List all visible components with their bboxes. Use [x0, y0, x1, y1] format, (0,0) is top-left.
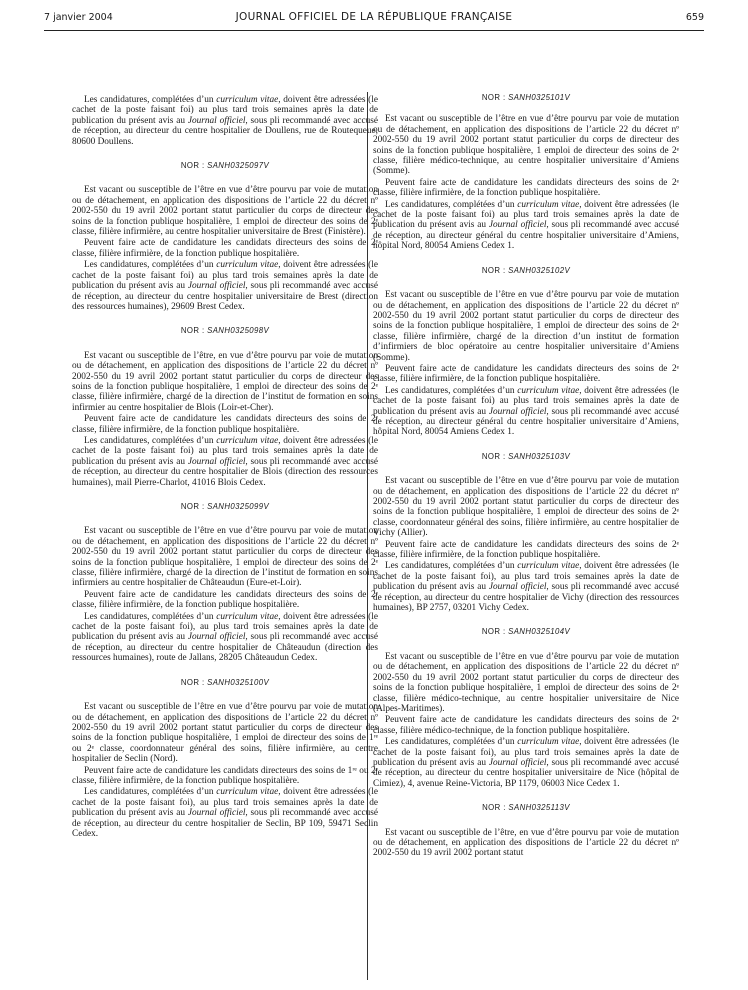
notice-vacancy-paragraph: Est vacant ou susceptible de l’être en vue d’être pourvu par voie de mutation ou de détachement, en application des dispositions de l’article 22 du décret nº 2002-550 du 19 avril 2002 portant statut particulier du corps de directeur des soins de la fonction publique hospitalière, 1 emploi de directeur des soins de 2ᵉ classe, coordonnateur général des soins, filière infirmière, au centre hospitalier de Vichy (Allier). — [373, 476, 679, 539]
notice-eligibility-paragraph: Peuvent faire acte de candidature les candidats directeurs des soins de 2ᵉ classe, filière infirmière, de la fonction publique hospitalière. — [373, 539, 679, 561]
nor-reference: NOR : SANH0325103V — [481, 451, 571, 461]
notice-application-paragraph: Les candidatures, complétées d’un curriculum vitae, doivent être adressées (le cachet de la poste faisant foi) au plus tard trois semaines après la date de publication du présent avis au Journal officiel, sous pli recommandé avec accusé de réception, au directeur du centre hospitalier de Blois (direction des ressources humaines), mail Pierre-Charlot, 41016 Blois Cedex. — [72, 435, 379, 488]
nor-reference: NOR : SANH0325099V — [180, 502, 270, 511]
notice — [72, 161, 378, 312]
notice-vacancy-paragraph: Est vacant ou susceptible de l’être en vue d’être pourvu par voie de mutation ou de détachement, en application des dispositions de l’article 22 du décret nº 2002-550 du 19 avril 2002 portant statut particulier du corps de directeur des soins de la fonction publique hospitalière, 1 emploi de directeur des soins de 2ᵉ classe, filière médico-technique, au centre hospitalier universitaire d’Amiens (Somme). — [373, 114, 679, 177]
notice-eligibility-paragraph: Peuvent faire acte de candidature les candidats directeurs des soins de 2ᵉ classe, filière infirmière, de la fonction publique hospitalière. — [373, 177, 679, 199]
notice-application-paragraph: Les candidatures, complétées d’un curriculum vitae, doivent être adressées (le cachet de la poste faisant foi) au plus tard trois semaines après la date de publication du présent avis au Journal officiel, sous pli recommandé avec accusé de réception, au directeur général du centre hospitalier universitaire d’Amiens, hôpital Nord, 80054 Amiens Cedex 1. — [373, 199, 680, 252]
header-date: 7 janvier 2004 — [44, 12, 113, 23]
nor-reference: NOR : SANH0325101V — [481, 93, 571, 102]
notice-eligibility-paragraph: Peuvent faire acte de candidature les candidats directeurs des soins de 2ᵉ classe, filière médico-technique, de la fonction publique hospitalière. — [373, 715, 679, 736]
notice — [373, 266, 679, 438]
notice-application-paragraph: Les candidatures, complétées d’un curriculum vitae, doivent être adressées (le cachet de la poste faisant foi) au plus tard trois semaines après la date de publication du présent avis au Journal officiel, sous pli recommandé avec accusé de réception, au directeur du centre hospitalier universitaire de Brest (direction des ressources humaines), 29609 Brest Cedex. — [72, 260, 379, 312]
notice-application-paragraph: Les candidatures, complétées d’un curriculum vitae, doivent être adressées (le cachet de la poste faisant foi), au plus tard trois semaines après la date de publication du présent avis au Journal officiel, sous pli recommandé avec accusé de réception, au directeur du centre hospitalier de Seclin, BP 109, 59471 Seclin Cedex. — [72, 787, 379, 839]
nor-reference: NOR : SANH0325098V — [180, 326, 270, 336]
notice — [373, 452, 679, 614]
notice-vacancy-paragraph: Est vacant ou susceptible de l’être en vue d’être pourvu par voie de mutation ou de détachement, en application des dispositions de l’article 22 du décret nº 2002-550 du 19 avril 2002 portant statut particulier du corps de directeur des soins de la fonction publique hospitalière, 1 emploi de directeur des soins de 2ᵉ classe, filière médico-technique, au centre hospitalier universitaire de Nice (Alpes-Maritimes). — [373, 651, 679, 714]
notice-vacancy-paragraph: Est vacant ou susceptible de l’être en vue d’être pourvu par voie de mutation ou de détachement, en application des dispositions de l’article 22 du décret nº 2002-550 du 19 avril 2002 portant statut particulier du corps de directeur des soins de la fonction publique hospitalière, 1 emploi de directeur des soins de 2ᵉ classe, filière infirmière, chargé de la direction de l’institut de formation en soins infirmiers au centre hospitalier de Châteaudun (Eure-et-Loir). — [72, 526, 378, 589]
right-column — [373, 93, 679, 860]
nor-reference: NOR : SANH0325102V — [481, 265, 571, 275]
notice — [373, 803, 679, 859]
notice — [72, 326, 378, 488]
left-column — [72, 95, 378, 840]
notice-application-paragraph: Les candidatures, complétées d’un curriculum vitae, doivent être adressées (le cachet de la poste faisant foi) au plus tard trois semaines après la date de publication du présent avis au Journal officiel, sous pli recommandé avec accusé de réception, au directeur général du centre hospitalier universitaire d’Amiens, hôpital Nord, 80054 Amiens Cedex 1. — [373, 385, 680, 438]
notice-application-paragraph: Les candidatures, complétées d’un curriculum vitae, doivent être adressées (le cachet de la poste faisant foi), au plus tard trois semaines après la date de publication du présent avis au Journal officiel, sous pli recommandé avec accusé de réception, au directeur du centre hospitalier de Vichy (direction des ressources humaines), BP 2757, 03201 Vichy Cedex. — [373, 561, 680, 614]
notice — [72, 502, 378, 664]
intro-paragraph: Les candidatures, complétées d’un curriculum vitae, doivent être adressées (le cachet de la poste faisant foi) au plus tard trois semaines après la date de publication du présent avis au Journal officiel, sous pli recommandé avec accusé de réception, au directeur du centre hospitalier de Doullens, rue de Routequeue, 80600 Doullens. — [72, 95, 379, 147]
notice — [373, 627, 679, 789]
page-header — [44, 10, 704, 28]
nor-reference: NOR : SANH0325113V — [482, 803, 570, 813]
header-rule — [44, 30, 704, 31]
header-title: JOURNAL OFFICIEL DE LA RÉPUBLIQUE FRANÇAISE — [235, 11, 513, 23]
notice-eligibility-paragraph: Peuvent faire acte de candidature les candidats directeurs des soins de 2ᵉ classe, filière infirmière, de la fonction publique hospitalière. — [72, 238, 378, 259]
notice-eligibility-paragraph: Peuvent faire acte de candidature les candidats directeurs des soins de 2ᵉ classe, filière infirmière, de la fonction publique hospitalière. — [72, 414, 378, 435]
notice-eligibility-paragraph: Peuvent faire acte de candidature les candidats directeurs des soins de 2ᵉ classe, filière infirmière, de la fonction publique hospitalière. — [373, 363, 679, 385]
nor-reference: NOR : SANH0325104V — [481, 627, 571, 637]
page-number: 659 — [685, 12, 704, 23]
notice-eligibility-paragraph: Peuvent faire acte de candidature les candidats directeurs des soins de 1ʳᵉ ou 2ᵉ classe, filière infirmière, de la fonction publique hospitalière. — [72, 765, 378, 786]
notice-vacancy-paragraph: Est vacant ou susceptible de l’être, en vue d’être pourvu par voie de mutation ou de détachement, en application des dispositions de l’article 22 du décret nº 2002-550 du 19 avril 2002 portant statut particulier du corps de directeur des soins de la fonction publique hospitalière, 1 emploi de directeur des soins de 2ᵉ classe, filière infirmière, chargé de la direction de l’institut de formation en soins infirmier au centre hospitalier de Blois (Loir-et-Cher). — [72, 350, 378, 413]
notice-eligibility-paragraph: Peuvent faire acte de candidature les candidats directeurs des soins de 2ᵉ classe, filière infirmière, de la fonction publique hospitalière. — [72, 589, 378, 611]
notice-vacancy-paragraph: Est vacant ou susceptible de l’être en vue d’être pourvu par voie de mutation ou de détachement, en application des dispositions de l’article 22 du décret nº 2002-550 du 19 avril 2002 portant statut particulier du corps de directeur des soins de la fonction publique hospitalière, 1 emploi de directeur des soins de 2ᵉ classe, filière infirmière, chargé de la direction d’un institut de formation d’infirmiers de bloc opératoire au centre hospitalier universitaire d’Amiens (Somme). — [373, 290, 679, 363]
notice — [373, 93, 679, 252]
nor-reference: NOR : SANH0325100V — [180, 677, 270, 687]
notice-application-paragraph: Les candidatures, complétées d’un curriculum vitae, doivent être adressées (le cachet de la poste faisant foi), au plus tard trois semaines après la date de publication du présent avis au Journal officiel, sous pli recommandé avec accusé de réception, au directeur du centre hospitalier universitaire de Nice (hôpital de Cimiez), 4, avenue Reine-Victoria, BP 1179, 06003 Nice Cedex 1. — [373, 737, 680, 789]
nor-reference: NOR : SANH0325097V — [180, 161, 270, 171]
notice-application-paragraph: Les candidatures, complétées d’un curriculum vitae, doivent être adressées (le cachet de la poste faisant foi), au plus tard trois semaines après la date de publication du présent avis au Journal officiel, sous pli recommandé avec accusé de réception, au directeur du centre hospitalier de Châteaudun (direction des ressources humaines), route de Jallans, 28205 Châteaudun Cedex. — [72, 611, 379, 664]
notice — [72, 678, 378, 840]
notice-vacancy-paragraph: Est vacant ou susceptible de l’être, en vue d’être pourvu par voie de mutation ou de détachement, en application des dispositions de l’article 22 du décret nº 2002-550 du 19 avril 2002 portant statut — [373, 827, 679, 859]
notice-vacancy-paragraph: Est vacant ou susceptible de l’être en vue d’être pourvu par voie de mutation ou de détachement, en application des dispositions de l’article 22 du décret nº 2002-550 du 19 avril 2002 portant statut particulier du corps de directeur des soins de la fonction publique hospitalière, 1 emploi de directeur des soins de 2ᵉ classe, filière infirmière, au centre hospitalier universitaire de Brest (Finistère). — [72, 185, 378, 238]
notice-vacancy-paragraph: Est vacant ou susceptible de l’être en vue d’être pourvu par voie de mutation ou de détachement, en application des dispositions de l’article 22 du décret nº 2002-550 du 19 avril 2002 portant statut particulier du corps de directeur des soins de la fonction publique hospitalière, 1 emploi de directeur des soins de 1ʳᵉ ou 2ᵉ classe, coordonnateur général des soins, filière infirmière, au centre hospitalier de Seclin (Nord). — [72, 702, 378, 765]
